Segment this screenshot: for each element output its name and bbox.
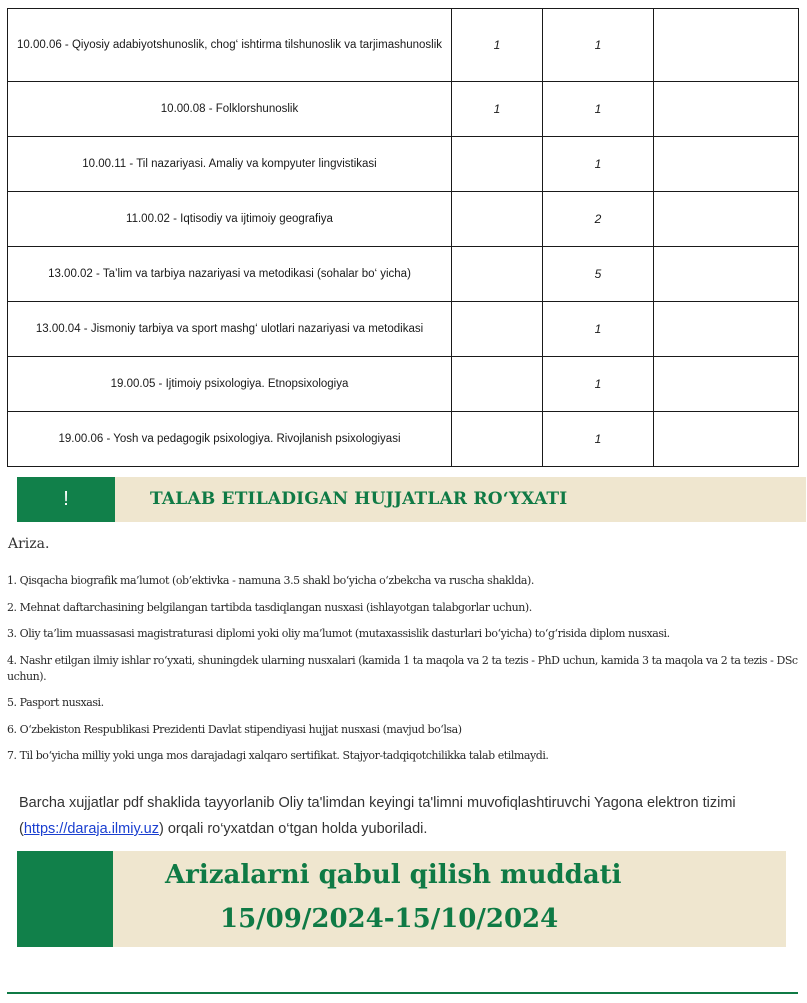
empty-cell — [654, 302, 799, 357]
list-item: 1. Qisqacha biografik ma’lumot (ob’ektivka - namuna 3.5 shakl bo‘yicha o‘zbekcha va ruscha shaklda). — [7, 574, 534, 587]
specialty-name: 19.00.06 - Yosh va pedagogik psixologiya. Rivojlanish psixologiyasi — [8, 412, 452, 467]
count-cell: 1 — [543, 82, 654, 137]
count-cell: 1 — [543, 302, 654, 357]
deadline-banner — [17, 851, 786, 947]
deadline-title: Arizalarni qabul qilish muddati — [165, 860, 622, 890]
specialty-name: 10.00.11 - Til nazariyasi. Amaliy va kompyuter lingvistikasi — [8, 137, 452, 192]
table-row — [8, 9, 799, 82]
application-label: Ariza. — [8, 536, 50, 552]
table-row — [8, 82, 799, 137]
specialty-name: 11.00.02 - Iqtisodiy va ijtimoiy geografiya — [8, 192, 452, 247]
accent-block — [17, 851, 113, 947]
specialty-name: 13.00.02 - Ta’lim va tarbiya nazariyasi va metodikasi (sohalar bo‘ yicha) — [8, 247, 452, 302]
note-text-after: ) orqali ro‘yxatdan o‘tgan holda yuboriladi. — [158, 821, 428, 837]
required-documents-banner — [17, 477, 806, 522]
list-item: 7. Til bo‘yicha milliy yoki unga mos darajadagi xalqaro sertifikat. Stajyor-tadqiqotchilikka talab etilmaydi. — [7, 749, 549, 762]
daraja-link[interactable]: https://daraja.ilmiy.uz — [23, 821, 159, 837]
specialty-name: 19.00.05 - Ijtimoiy psixologiya. Etnopsixologiya — [8, 357, 452, 412]
count-cell — [452, 357, 543, 412]
empty-cell — [654, 82, 799, 137]
count-cell — [452, 192, 543, 247]
submission-note — [19, 790, 801, 842]
list-item: 5. Pasport nusxasi. — [7, 696, 104, 709]
list-item: 6. O‘zbekiston Respublikasi Prezidenti Davlat stipendiyasi hujjat nusxasi (mavjud bo‘lsa) — [7, 722, 462, 736]
count-cell: 5 — [543, 247, 654, 302]
required-documents-title: TALAB ETILADIGAN HUJJATLAR RO‘YXATI — [150, 489, 568, 509]
divider — [7, 992, 798, 994]
count-cell: 2 — [543, 192, 654, 247]
table-row — [8, 357, 799, 412]
count-cell: 1 — [543, 137, 654, 192]
specialty-table — [7, 8, 799, 467]
table-row — [8, 412, 799, 467]
list-item: 2. Mehnat daftarchasining belgilangan tartibda tasdiqlangan nusxasi (ishlayotgan talabgorlar uchun). — [7, 600, 532, 614]
table-row — [8, 137, 799, 192]
count-cell: 1 — [543, 357, 654, 412]
note-text-before: Barcha xujjatlar pdf shaklida tayyorlanib Oliy ta'limdan keyingi ta'limni muvofiqlashtiruvchi Yagona elektron tizimi ( — [19, 795, 736, 837]
list-item: 3. Oliy ta’lim muassasasi magistraturasi diplomi yoki oliy ma’lumot (mutaxassislik dasturlari bo‘yicha) to‘g‘risida diplom nusxasi. — [7, 627, 670, 640]
documents-list — [7, 573, 807, 775]
table-row — [8, 192, 799, 247]
empty-cell — [654, 9, 799, 82]
specialty-name: 10.00.08 - Folklorshunoslik — [8, 82, 452, 137]
table-row — [8, 247, 799, 302]
deadline-dates: 15/09/2024-15/10/2024 — [220, 904, 559, 934]
specialty-name: 13.00.04 - Jismoniy tarbiya va sport mashg‘ ulotlari nazariyasi va metodikasi — [8, 302, 452, 357]
empty-cell — [654, 412, 799, 467]
count-cell — [452, 302, 543, 357]
table-row — [8, 302, 799, 357]
empty-cell — [654, 357, 799, 412]
count-cell: 1 — [452, 9, 543, 82]
list-item: 4. Nashr etilgan ilmiy ishlar ro‘yxati, shuningdek ularning nusxalari (kamida 1 ta maqola va 2 ta tezis - PhD uchun, kamida 3 ta maqola va 2 ta tezis - DSc uchun). — [7, 653, 798, 683]
empty-cell — [654, 247, 799, 302]
count-cell — [452, 247, 543, 302]
count-cell: 1 — [543, 9, 654, 82]
count-cell: 1 — [543, 412, 654, 467]
specialty-name: 10.00.06 - Qiyosiy adabiyotshunoslik, chog‘ ishtirma tilshunoslik va tarjimashunoslik — [8, 9, 452, 82]
count-cell — [452, 412, 543, 467]
count-cell — [452, 137, 543, 192]
empty-cell — [654, 192, 799, 247]
count-cell: 1 — [452, 82, 543, 137]
exclamation-icon: ! — [17, 477, 115, 522]
empty-cell — [654, 137, 799, 192]
